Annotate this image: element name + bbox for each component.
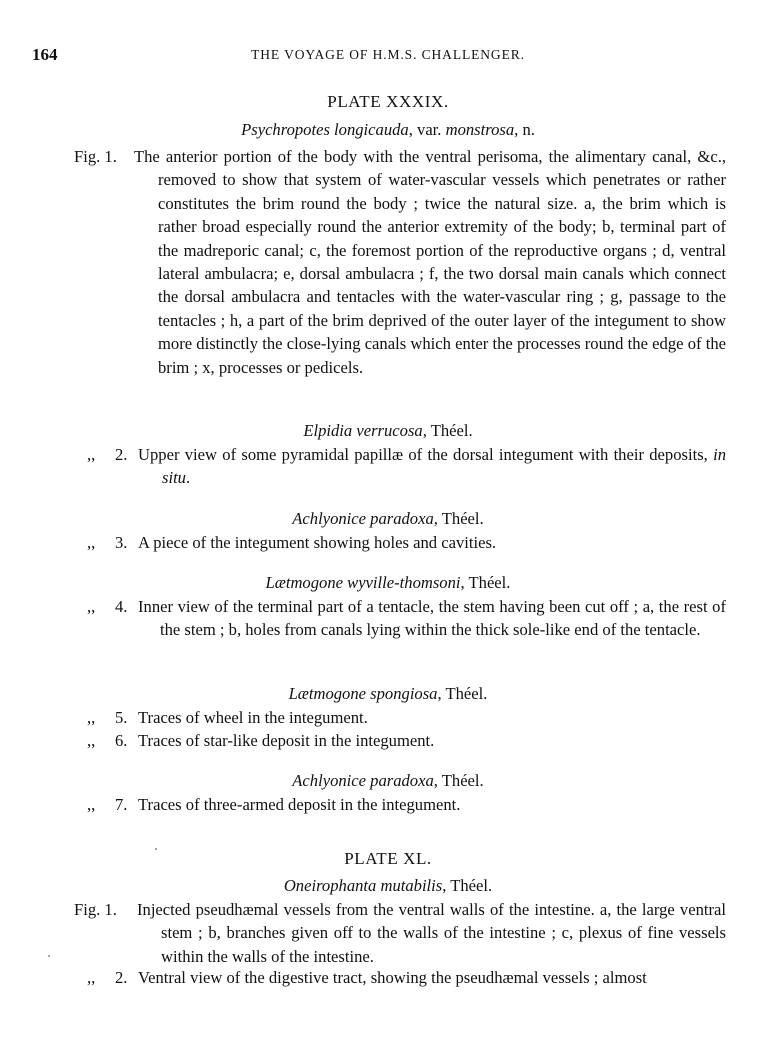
figure-label: Fig. 1. [74, 147, 117, 166]
ditto-mark: ,, [87, 731, 96, 750]
figure-label: Fig. 1. [74, 900, 117, 919]
species-caption [0, 120, 776, 140]
figure-text: Inner view of the terminal part of a tentacle, the stem having been cut off ; a, the rest of the stem ; b, holes from canals lying within the thick sole-like end of the tentacle. [138, 597, 726, 640]
species-caption [0, 684, 776, 704]
figure-text: Traces of star-like deposit in the integument. [138, 731, 435, 750]
species-author: , Théel. [422, 421, 473, 440]
figure-entry [0, 966, 776, 989]
figure-text: A piece of the integument showing holes and cavities. [138, 533, 497, 552]
plate-heading: PLATE XXXIX. [327, 92, 449, 111]
figure-entry [0, 706, 776, 729]
ditto-mark: ,, [87, 708, 96, 727]
species-name: Psychropotes longicauda [241, 120, 409, 139]
plate-heading: PLATE XL. [344, 849, 432, 868]
figure-text-main: Upper view of some pyramidal papillæ of the dorsal integument with their deposits, [138, 445, 714, 464]
figure-entry [0, 793, 776, 816]
figure-entry [0, 145, 776, 379]
ditto-mark: ,, [87, 533, 96, 552]
figure-number: 7. [115, 795, 128, 814]
species-author: , Théel. [433, 771, 484, 790]
figure-text-end: . [185, 468, 191, 488]
figure-entry [0, 531, 776, 554]
figure-number: 2. [115, 968, 128, 987]
figure-number: 6. [115, 731, 128, 750]
species-name: Oneirophanta mutabilis [283, 876, 443, 895]
ditto-mark: ,, [87, 445, 96, 464]
species-author: , Théel. [433, 509, 484, 528]
species-caption [0, 421, 776, 441]
species-name: Elpidia verrucosa [303, 421, 423, 440]
species-caption [0, 573, 776, 593]
ditto-mark: ,, [87, 795, 96, 814]
page-number: 164 [32, 45, 58, 64]
species-caption [0, 771, 776, 791]
species-name: Achlyonice paradoxa [292, 771, 434, 790]
species-caption [0, 509, 776, 529]
species-name: Lætmogone wyville-thomsoni [265, 573, 461, 592]
species-author: , Théel. [442, 876, 493, 895]
running-title: THE VOYAGE OF H.M.S. CHALLENGER. [251, 47, 525, 62]
species-connector: , var. [408, 120, 446, 139]
ditto-mark: ,, [87, 597, 96, 616]
species-author: , Théel. [460, 573, 511, 592]
ditto-mark: ,, [87, 968, 96, 987]
figure-text: Traces of three-armed deposit in the integument. [138, 795, 461, 814]
figure-text: Injected pseudhæmal vessels from the ventral walls of the intestine. a, the large ventral stem ; b, branches given off to the walls of the intestine ; c, plexus of fine vessels within the walls of the intestine. [137, 900, 726, 966]
figure-number: 3. [115, 533, 128, 552]
species-variety: monstrosa [445, 120, 515, 139]
species-name: Lætmogone spongiosa [288, 684, 438, 703]
figure-text [138, 443, 726, 490]
figure-number: 5. [115, 708, 128, 727]
figure-number: 2. [115, 445, 128, 464]
species-suffix: , n. [514, 120, 535, 139]
figure-entry [0, 443, 776, 490]
print-speck [48, 955, 50, 957]
figure-text-italic: in situ [162, 445, 726, 488]
species-author: , Théel. [437, 684, 488, 703]
figure-text: Ventral view of the digestive tract, showing the pseudhæmal vessels ; almost [138, 968, 647, 987]
figure-entry [0, 898, 776, 968]
figure-text: Traces of wheel in the integument. [138, 708, 368, 727]
figure-entry [0, 729, 776, 752]
species-name: Achlyonice paradoxa [292, 509, 434, 528]
figure-number: 4. [115, 597, 128, 616]
figure-entry [0, 595, 776, 642]
figure-text: The anterior portion of the body with the ventral perisoma, the alimentary canal, &c., removed to show that system of water-vascular vessels which penetrates or rather constitutes the brim round the body ; twice the natural size. a, the brim which is rather broad especially round the anterior extremity of the body; b, terminal part of the madreporic canal; c, the foremost portion of the reproductive organs ; d, ventral lateral ambulacra; e, dorsal ambulacra ; f, the two dorsal main canals which connect the dorsal ambulacra and tentacles with the water-vascular ring ; g, passage to the tentacles ; h, a part of the brim deprived of the outer layer of the integument to show more distinctly the close-lying canals which enter the processes round the edge of the brim ; x, processes or pedicels. [134, 147, 726, 377]
species-caption [0, 876, 776, 896]
